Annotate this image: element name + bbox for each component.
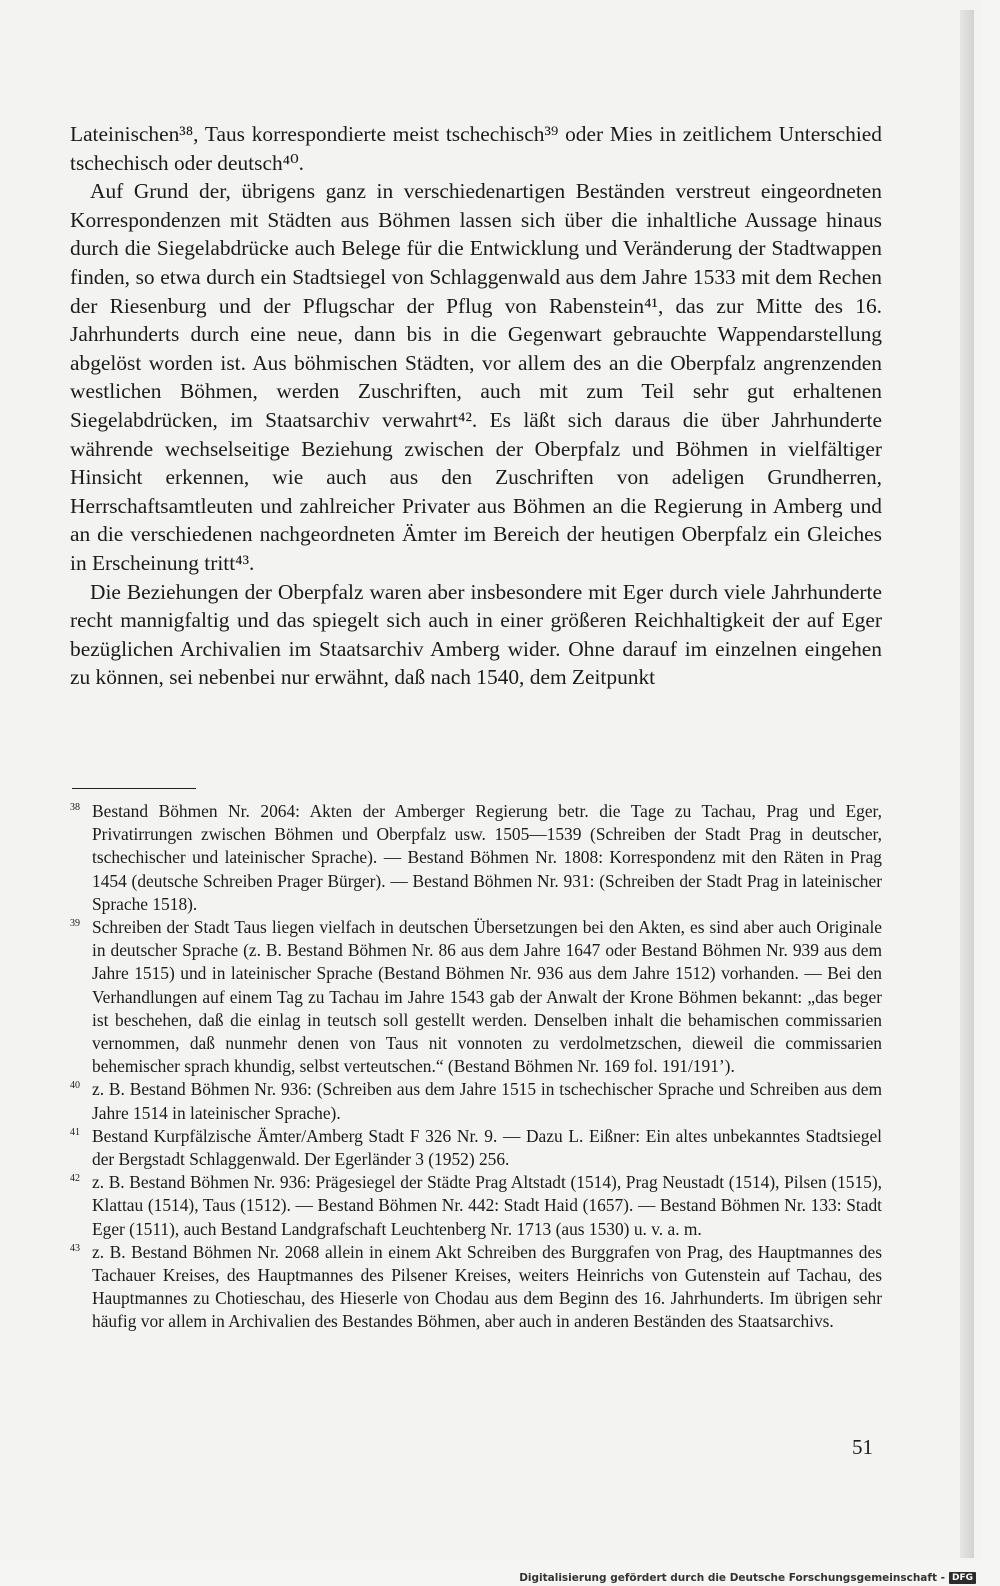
paragraph-3: Die Beziehungen der Oberpfalz waren aber insbesondere mit Eger durch viele Jahrhunderte recht mannigfaltig und das spiegelt sich auch in einer größeren Reichhaltigkeit der auf Eger bezüglichen Archivalien im Staatsarchiv Amberg wider. Ohne darauf im einzelnen eingehen zu können, sei nebenbei nur erwähnt, daß nach 1540, dem Zeitpunkt [70, 579, 882, 690]
footnote-text: z. B. Bestand Böhmen Nr. 936: (Schreiben aus dem Jahre 1515 in tschechischer Sprache und Schreiben aus dem Jahre 1514 in lateinischer Sprache). [92, 1079, 882, 1123]
footnote-number: 42 [70, 1173, 80, 1185]
page-edge-shadow [960, 10, 974, 1558]
footnote-42 [70, 1171, 882, 1241]
footnote-text: Schreiben der Stadt Taus liegen vielfach in deutschen Übersetzungen bei den Akten, es sind aber auch Originale in deutscher Sprache (z. B. Bestand Böhmen Nr. 86 aus dem Jahre 1647 oder Bestand Böhmen Nr. 939 aus dem Jahre 1515) und in lateinischer Sprache (Bestand Böhmen Nr. 936 aus dem Jahre 1512) vorhanden. — Bei den Verhandlungen auf einem Tag zu Tachau im Jahre 1543 gab der Anwalt der Krone Böhmen bekannt: „das beger ist beschehen, daß die einlag in teutsch soll gestellt werden. Denselben inhalt die behamischen commissarien vernommen, daß nunmehr denen von Taus nit vonnoten zu verdolmetzschen, dieweil die commissarien behemischer sprach khundig, selbst verteutschen.“ (Bestand Böhmen Nr. 169 fol. 191/191’). [92, 917, 882, 1077]
footnote-number: 41 [70, 1126, 80, 1138]
footnote-39 [70, 916, 882, 1078]
digitization-footer [519, 1572, 976, 1584]
footnote-number: 43 [70, 1242, 80, 1254]
footnote-number: 39 [70, 918, 80, 930]
footnote-separator [72, 788, 196, 789]
footnote-text: Bestand Kurpfälzische Ämter/Amberg Stadt F 326 Nr. 9. — Dazu L. Eißner: Ein altes unbekanntes Stadtsiegel der Bergstadt Schlaggenwald. Der Egerländer 3 (1952) 256. [92, 1125, 882, 1170]
footer-text: Digitalisierung gefördert durch die Deutsche Forschungsgemeinschaft - [519, 1572, 945, 1584]
footnote-text: z. B. Bestand Böhmen Nr. 2068 allein in einem Akt Schreiben des Burggrafen von Prag, des Hauptmannes des Tachauer Kreises, des Hauptmannes des Pilsener Kreises, weiters Heinrichs von Gutenstein auf Tachau, des Hauptmannes zu Chotieschau, des Hieserle von Chodau aus dem Beginn des 16. Jahrhunderts. Im übrigen sehr häufig vor allem in Archivalien des Bestandes Böhmen, aber auch in anderen Beständen des Staatsarchivs. [92, 1241, 882, 1332]
page-number: 51 [852, 1435, 873, 1459]
footnote-43 [70, 1241, 882, 1334]
main-text [70, 120, 882, 692]
paragraph-2: Auf Grund der, übrigens ganz in verschiedenartigen Beständen verstreut eingeordneten Korrespondenzen mit Städten aus Böhmen lassen sich über die inhaltliche Aussage hinaus durch die Siegelabdrücke auch Belege für die Entwicklung und Veränderung der Stadtwappen finden, so etwa durch ein Stadtsiegel von Schlaggenwald aus dem Jahre 1533 mit dem Rechen der Riesenburg und der Pflugschar der Pflug von Rabenstein⁴¹, das zur Mitte des 16. Jahrhunderts durch eine neue, dann bis in die Gegenwart gebrauchte Wappendarstellung abgelöst worden ist. Aus böhmischen Städten, vor allem des an die Oberpfalz angrenzenden westlichen Böhmen, werden Zuschriften, auch mit zum Teil sehr gut erhaltenen Siegelabdrücken, im Staatsarchiv verwahrt⁴². Es läßt sich daraus die über Jahrhunderte währende wechselseitige Beziehung zwischen der Oberpfalz und Böhmen in vielfältiger Hinsicht erkennen, wie auch aus den Zuschriften von adeligen Grundherren, Herrschaftsamtleuten und zahlreicher Privater aus Böhmen an die Regierung in Amberg und an die verschiedenen nachgeordneten Ämter im Bereich der heutigen Oberpfalz ein Gleiches in Erscheinung tritt⁴³. [70, 179, 882, 575]
footnote-41 [70, 1125, 882, 1171]
footnote-38 [70, 800, 882, 916]
footnote-text: Bestand Böhmen Nr. 2064: Akten der Amberger Regierung betr. die Tage zu Tachau, Prag und Eger, Privatirrungen zwischen Böhmen und Oberpfalz usw. 1505—1539 (Schreiben der Stadt Prag in deutscher, tschechischer und lateinischer Sprache). — Bestand Böhmen Nr. 1808: Korrespondenz mit den Räten in Prag 1454 (deutsche Schreiben Prager Bürger). — Bestand Böhmen Nr. 931: (Schreiben der Stadt Prag in lateinischer Sprache 1518). [92, 801, 882, 914]
footnote-text: z. B. Bestand Böhmen Nr. 936: Prägesiegel der Städte Prag Altstadt (1514), Prag Neustadt (1514), Pilsen (1515), Klattau (1514), Taus (1512). — Bestand Böhmen Nr. 442: Stadt Haid (1657). — Bestand Böhmen Nr. 133: Stadt Eger (1511), auch Bestand Landgrafschaft Leuchtenberg Nr. 1713 (aus 1530) u. v. a. m. [92, 1172, 882, 1239]
footnotes [70, 800, 882, 1334]
paragraph-1: Lateinischen³⁸, Taus korrespondierte meist tschechisch³⁹ oder Mies in zeitlichem Unterschied tschechisch oder deutsch⁴⁰. [70, 122, 882, 175]
footnote-number: 40 [70, 1080, 80, 1092]
dfg-logo: DFG [949, 1572, 976, 1584]
footnote-number: 38 [70, 802, 80, 813]
footnote-40 [70, 1078, 882, 1124]
